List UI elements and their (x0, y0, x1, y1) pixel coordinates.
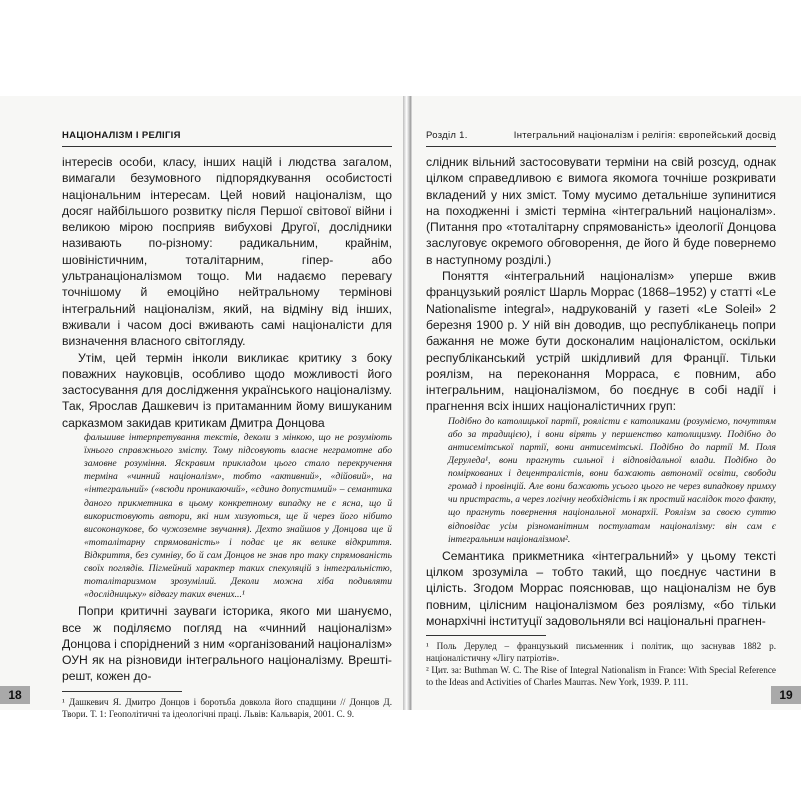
paragraph: Попри критичні зауваги історика, якого ми шануємо, все ж поділяємо погляд на «чинний націоналізм» Донцова і споріднений з ним «організований націоналізм» ОУН як на різновиди інтегрального націоналізму. Врешті-решт, кожен до- (62, 604, 392, 684)
footnote-rule (62, 691, 182, 692)
running-head (426, 130, 776, 147)
page-number: 19 (771, 686, 801, 704)
running-title: Інтегральний націоналізм і релігія: європейський досвід (513, 130, 776, 141)
paragraph: Поняття «інтегральний націоналізм» уперше вжив французький рояліст Шарль Моррас (1868–1952) у статті «Le Nationalisme integral», надрукованій у газеті «Le Soleil» 2 березня 1900 р. У ній він доводив, що республіканець попри бажання не може бути досконалим націоналістом, оскільки республіканський устрій шкідливий для Франції. Тільки роялізм, на переконання Морраса, є повним, або інтегральним, націоналізмом, бо поєднує в собі надії і прагнення всіх інших націоналістичних груп: (426, 269, 776, 414)
footnote-rule (426, 635, 546, 636)
section-label: Розділ 1. (426, 130, 468, 141)
right-page-body (426, 154, 776, 688)
block-quote: фальшиве інтерпретування текстів, деколи з мінкою, що не розуміють їхнього справжнього змісту. Тому підсовують власне неграмотне або замовне розуміння. Яскравим прикладом цього стало перекручення терміна «чинний націоналізм», тобто «активний», «дійовий», на «інтегральний» («всюди проникаючий», «єдино допустимий» – семантика даного прикметника в цьому конкретному випадку не є ясна, що й використовують автори, які ним хизуються, ще й через його нібито високонаукове, бо чужоземне звучання). Дехто знайшов у Донцова ще й «тоталітарну спрямованість» і подає це як велике відкриття. Відкриття, без сумніву, бо й сам Донцов не знав про таку спрямованість своїх поглядів. Пігмейний характер таких спекуляцій з інтегральністю, тоталітаризмом зрозумілий. Деколи можна хіба подивляти «дослідницьку» відвагу таких вчених...¹ (84, 432, 392, 601)
footnote: ¹ Поль Дерулед – французький письменник і політик, що заснував 1882 р. націоналістичну «Лігу патріотів». (426, 641, 776, 664)
left-page-body (62, 154, 392, 720)
running-head: НАЦІОНАЛІЗМ І РЕЛІГІЯ (62, 130, 392, 147)
left-page (0, 96, 404, 719)
book-gutter (403, 96, 411, 710)
paragraph: Семантика прикметника «інтегральний» у цьому тексті цілком зрозуміла – тобто такий, що поєднує частини в цілість. Згодом Моррас пояснював, що націоналізм не був повним, цілісним націоналізмом без роялізму, «бо тільки монархічні інституції задовольняли всі національні прагнен- (426, 548, 776, 628)
right-page (411, 96, 801, 710)
footnote: ¹ Дашкевич Я. Дмитро Донцов і боротьба довкола його спадщини // Донцов Д. Твори. Т. 1: Геополітичні та ідеологічні праці. Львів: Кальварія, 2001. С. 9. (62, 696, 392, 719)
paragraph: інтересів особи, класу, інших націй і людства загалом, вимагали безумовного підпорядкування особистості національним інтересам. Цей новий націоналізм, що досяг найбільшого розвитку після Першої світової війни і великою мірою посприяв вибухові Другої, дослідники називають по-різному: радикальним, крайнім, шовіністичним, тоталітарним, гіпер- або ультранаціоналізмом тощо. Ми надаємо перевагу точнішому й емоційно нейтральному термінові інтегральний націоналізм, який, на відміну від інших, вживали і часом досі вживають самі націоналісти для визначення власного світогляду. (62, 155, 392, 349)
book-spread (0, 96, 800, 719)
paragraph: слідник вільний застосовувати терміни на свій розсуд, однак цілком справедливою є вимога якомога точніше розкривати вкладений у них зміст. Тому мусимо детальніше зупинитися на походженні і змісті терміна «інтегральний націоналізм». (Питання про «тоталітарну спрямованість» ідеології Донцова заслуговує окремого обговорення, де його й буде повернемо в наступному розділі.) (426, 155, 776, 267)
page-number: 18 (0, 686, 30, 704)
paragraph: Утім, цей термін інколи викликає критику з боку поважних науковців, особливо щодо можливості його застосування для дослідження українського націоналізму. Так, Ярослав Дашкевич із притаманним йому вишуканим сарказмом закидав критикам Дмитра Донцова (62, 350, 392, 430)
block-quote: Подібно до католицької партії, роялісти є католиками (розуміємо, почуттям або за традицією), і вони вірять у першенство католицизму. Подібно до антисемітської партії, вони антисемітські. Подібно до партії М. Поля Деруледа¹, вони прагнуть сильної і відповідальної влади. Подібно до поміркованих і децентралістів, вони бажають автономії освіти, свободи громад і провінцій. Але вони бажають усього цього не через випадкову примху чи пристрасть, а через логічну необхідність і як простий наслідок того факту, що прагнуть повернення національної монархії. Роялізм за своєю суттю відповідає усім різноманітним постулатам націоналізму: він сам є інтегральним націоналізмом². (448, 415, 776, 545)
footnote: ² Цит. за: Buthman W. C. The Rise of Integral Nationalism in France: With Special Reference to the Ideas and Activities of Charles Maurras. New York, 1939. P. 111. (426, 665, 776, 688)
